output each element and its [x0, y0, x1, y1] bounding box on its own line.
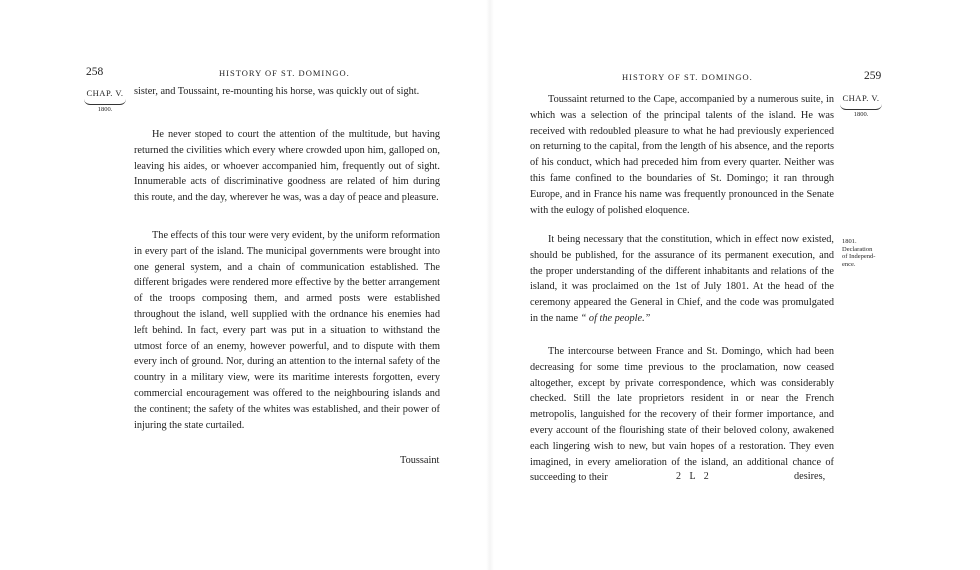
- brace-icon: [840, 104, 882, 110]
- margin-chapter-note: [82, 88, 128, 113]
- right-page: [490, 0, 980, 570]
- paragraph-1: Toussaint returned to the Cape, accompanied by a numerous suite, in which was a selection of the principal talents of the island. He was received with redoubled pleasure to what he had previously experienced on returning to the capital, from the length of his absence, and the reports of his conduct, which had preceded him from every quarter. Neither was this fame confined to the boundaries of St. Domingo; it ran through Europe, and in France his name was frequently pronounced in the Senate with the eulogy of polished eloquence.: [530, 94, 834, 216]
- side-note-line: of Independ-: [842, 253, 876, 260]
- margin-chapter-label: CHAP. V.: [86, 88, 124, 98]
- catchword: desires,: [794, 471, 826, 482]
- brace-icon: [84, 99, 126, 105]
- margin-year: 1800.: [853, 111, 869, 118]
- paragraph-3: The effects of this tour were very evident, by the uniform reformation in every part of the island. The municipal governments were brought into one general system, and a chain of communication established. The different brigades were rendered more effective by the better arrangement of the troops composing them, and armed posts were established throughout the island, well supplied with the ordnance his enemies had left behind. In fact, every part was put in a situation to withstand the utmost force of an enemy, however powerful, and to dispute with them every inch of ground. Nor, during an attention to the internal safety of the country in a military view, were its maritime interests forgotten, every commercial encouragement was offered to the neighbouring islands and the continent; the safety of the whites was established, and their power of injuring the state curtailed.: [134, 230, 440, 431]
- side-note-line: Declaration: [842, 245, 873, 253]
- side-note-line: ence.: [842, 260, 856, 268]
- paragraph-2: He never stoped to court the attention of the multitude, but having returned the civilities which every where crowded upon him, galloped on, leaving his aides, or whoever accompanied him, frequently out of sight. Innumerable acts of discriminative goodness are related of him during this route, and the day, wherever he was, was a day of peace and pleasure.: [134, 129, 440, 204]
- margin-year: 1800.: [97, 106, 113, 113]
- margin-side-note: [842, 238, 886, 268]
- paragraph-2: [530, 232, 834, 327]
- running-head: HISTORY OF ST. DOMINGO.: [622, 72, 753, 82]
- page-number: 258: [86, 66, 104, 78]
- page-number: 259: [864, 70, 882, 82]
- margin-chapter-label: CHAP. V.: [842, 93, 880, 103]
- paragraph-3: The intercourse between France and St. Domingo, which had been decreasing for some time previous to the proclamation, now ceased altogether, except by private correspondence, which was considerably checked. Still the late proprietors resident in or near the French metropolis, languished for the recovery of their former importance, and every account of the flourishing state of their beloved colony, awakened each lingering wish to new, but vain hopes of a restoration. They even imagined, in every amelioration of the island, an additional chance of succeeding to their: [530, 346, 834, 484]
- catchword: Toussaint: [400, 455, 440, 466]
- side-note-year: 1801.: [842, 238, 857, 245]
- paragraph-1: sister, and Toussaint, re-mounting his horse, was quickly out of sight.: [134, 86, 420, 97]
- paragraph-2-text: It being necessary that the constitution, which in effect now existed, should be published, for the assurance of its permanent execution, and the proper understanding of the different inhabitants and relations of the island, it was proclaimed on the 1st of July 1801. At the head of the ceremony appeared the General in Chief, and the code was promulgated in the name: [530, 234, 834, 324]
- margin-chapter-note: [838, 93, 884, 118]
- running-head: HISTORY OF ST. DOMINGO.: [219, 68, 350, 78]
- printer-signature: 2 L 2: [676, 471, 712, 482]
- paragraph-2-italic: “ of the people.”: [580, 312, 651, 324]
